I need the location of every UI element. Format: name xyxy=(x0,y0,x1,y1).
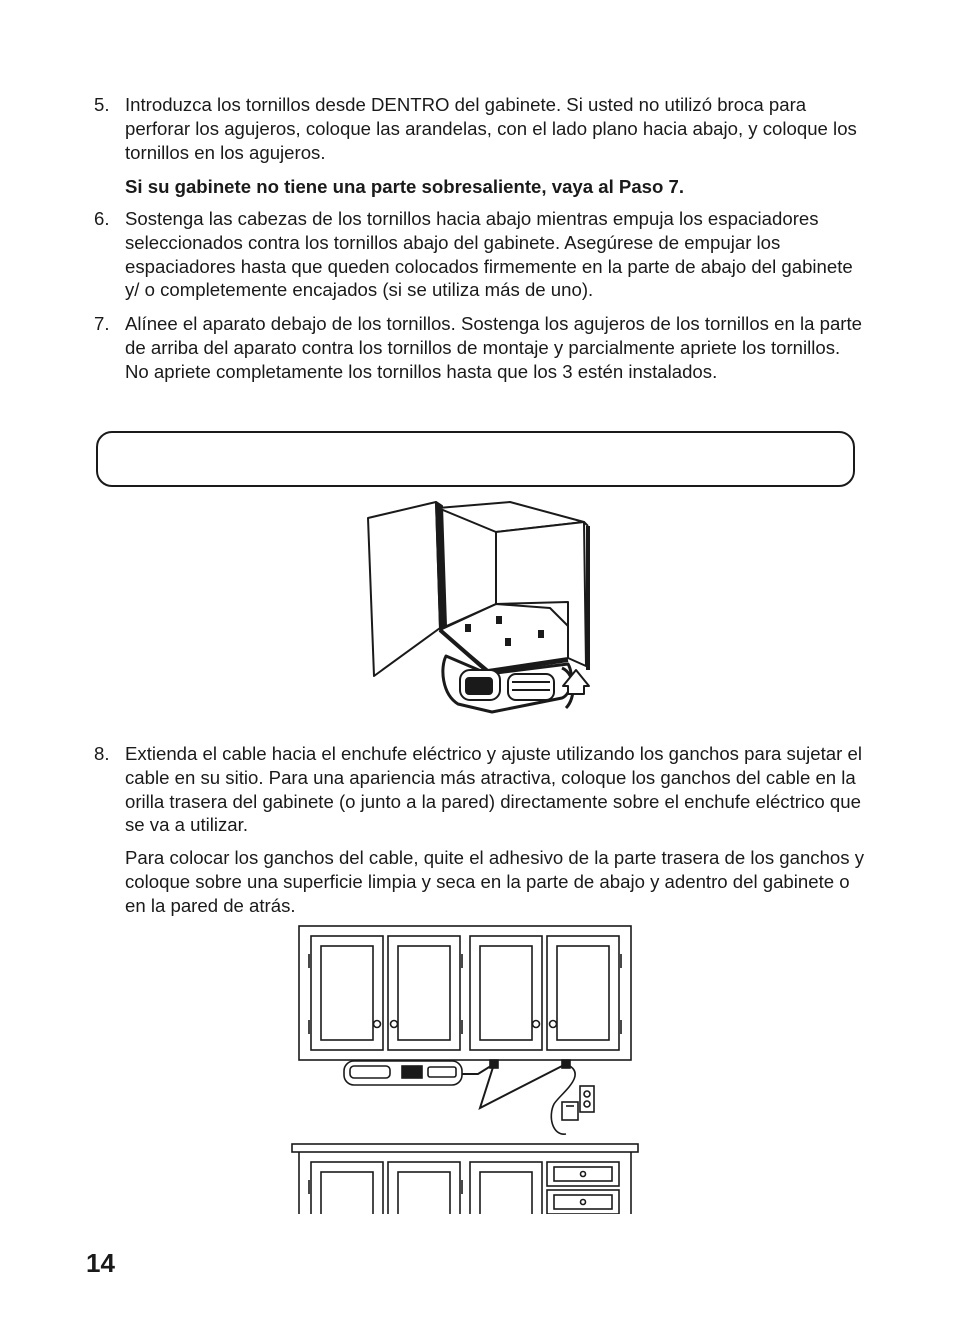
mounting-illustration xyxy=(362,498,594,720)
step-text: Alínee el aparato debajo de los tornillos. Sostenga los agujeros de los tornillos en la parte de arriba del aparato contra los tornillos de montaje y parcialmente apriete los tornillos. No apriete completamente los tornillos hasta que los 3 estén instalados. xyxy=(125,313,862,382)
step-5 xyxy=(94,93,864,164)
page-number: 14 xyxy=(86,1248,115,1278)
skip-note: Si su gabinete no tiene una parte sobresaliente, vaya al Paso 7. xyxy=(125,176,685,197)
step-number: 8. xyxy=(94,743,110,764)
step-number: 7. xyxy=(94,313,110,334)
step-number: 6. xyxy=(94,208,110,229)
hook-note: Para colocar los ganchos del cable, quite el adhesivo de la parte trasera de los ganchos y coloque sobre una superficie limpia y seca en la parte de abajo y adentro del gabinete o en la pared de atrás. xyxy=(125,847,865,916)
step-number: 5. xyxy=(94,94,110,115)
step-text: Extienda el cable hacia el enchufe eléctrico y ajuste utilizando los ganchos para sujetar el cable en su sitio. Para una apariencia más atractiva, coloque los ganchos del cable en la orilla trasera del gabinete (o junto a la pared) directamente sobre el enchufe eléctrico que se va a utilizar. xyxy=(125,743,862,836)
step-text: Introduzca los tornillos desde DENTRO del gabinete. Si usted no utilizó broca para perforar los agujeros, coloque las arandelas, con el lado plano hacia abajo, y coloque los tornillos en los agujeros. xyxy=(125,94,857,163)
step-text: Sostenga las cabezas de los tornillos hacia abajo mientras empuja los espaciadores seleccionados contra los tornillos abajo del gabinete. Asegúrese de empujar los espaciadores hasta que queden colocados firmemente en la parte de abajo del gabinete y/ o completemente encajados (si se utiliza más de uno). xyxy=(125,208,853,301)
step-8 xyxy=(94,742,864,837)
callout-box xyxy=(96,431,855,487)
step-7 xyxy=(94,312,864,383)
step-6 xyxy=(94,207,864,302)
cable-routing-illustration xyxy=(290,924,642,1214)
